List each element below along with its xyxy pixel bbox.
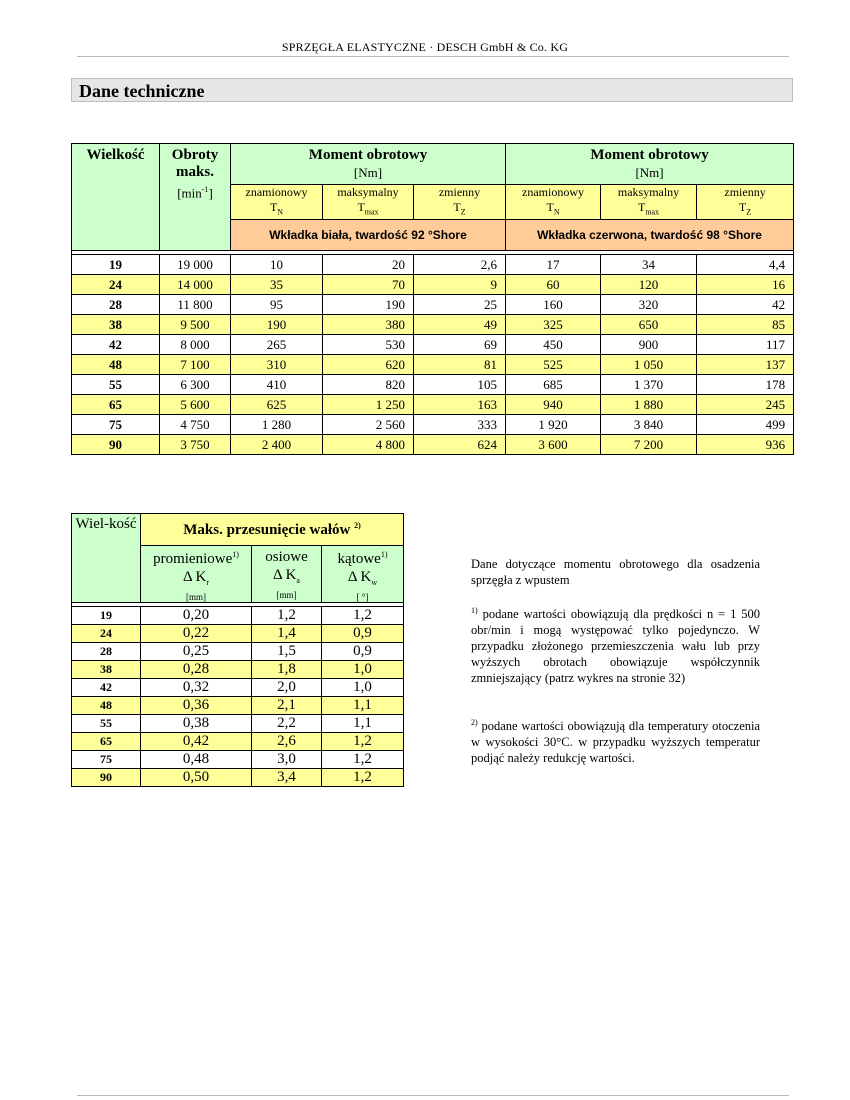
value-cell: 380 [323,315,414,335]
header-misalignment: Maks. przesunięcie wałów $^{2)}$ [141,514,404,546]
value-cell: 1,1 [322,715,404,733]
value-cell: 81 [414,355,506,375]
header-divider [77,56,789,57]
value-cell: 333 [414,415,506,435]
subheader-max: maksymalny $T_{max}$ [601,185,697,220]
value-cell: 650 [601,315,697,335]
size-cell: 48 [72,697,141,715]
value-cell: 245 [697,395,794,415]
size-cell: 28 [72,643,141,661]
value-cell: 450 [506,335,601,355]
value-cell: 120 [601,275,697,295]
value-cell: 2,0 [252,679,322,697]
value-cell: 16 [697,275,794,295]
value-cell: 117 [697,335,794,355]
value-cell: 7 100 [160,355,231,375]
size-cell: 90 [72,769,141,787]
value-cell: 1,8 [252,661,322,679]
size-cell: 65 [72,733,141,751]
value-cell: 9 500 [160,315,231,335]
value-cell: 936 [697,435,794,455]
header-speed-label: Obroty maks. [171,147,219,180]
table-row [72,751,404,769]
torque-table [71,143,794,455]
value-cell: 410 [231,375,323,395]
value-cell: 2,6 [252,733,322,751]
value-cell: 525 [506,355,601,375]
value-cell: 163 [414,395,506,415]
value-cell: 70 [323,275,414,295]
footnote-2: $^{2)}$ podane wartości obowiązują dla temperatury otoczenia w wysokości 30°C. w przypadku wyższych temperatur podjąć należy redukcję wartości. [471,718,761,766]
value-cell: 0,20 [141,607,252,625]
value-cell: 60 [506,275,601,295]
table-row [72,679,404,697]
footer-divider [77,1095,789,1096]
value-cell: 20 [323,255,414,275]
notes-intro: Dane dotyczące momentu obrotowego dla osadzenia sprzęgła z wpustem [471,557,760,587]
value-cell: 0,48 [141,751,252,769]
value-cell: 0,22 [141,625,252,643]
value-cell: 1,2 [322,733,404,751]
value-cell: 0,25 [141,643,252,661]
table-row [72,661,404,679]
size-cell: 19 [72,607,141,625]
value-cell: 4 750 [160,415,231,435]
value-cell: 3,0 [252,751,322,769]
value-cell: 190 [323,295,414,315]
value-cell: 625 [231,395,323,415]
value-cell: 85 [697,315,794,335]
value-cell: 3 840 [601,415,697,435]
value-cell: 1 280 [231,415,323,435]
subheader-max: maksymalny $T_{max}$ [323,185,414,220]
value-cell: 69 [414,335,506,355]
value-cell: 1,2 [322,607,404,625]
size-cell: 28 [72,295,160,315]
value-cell: 6 300 [160,375,231,395]
table-row [72,255,794,275]
value-cell: 499 [697,415,794,435]
value-cell: 0,32 [141,679,252,697]
value-cell: 42 [697,295,794,315]
table-row [72,715,404,733]
value-cell: 1,1 [322,697,404,715]
table-row [72,415,794,435]
value-cell: 17 [506,255,601,275]
subheader-nominal: znamionowy $T_N$ [231,185,323,220]
subheader-angular: kątowe$^{1)}$ Δ $K_w$ [ °] [322,546,404,603]
section-title: Dane techniczne [71,78,793,102]
value-cell: 0,50 [141,769,252,787]
value-cell: 1,2 [322,751,404,769]
footnote-1: $^{1)}$ podane wartości obowiązują dla prędkości n = 1 500 obr/min i mogą występować tylko pojedynczo. W przypadku złożonego przemieszczenia wału lub przy wyższych obrotach obowiązuje współczynnik zmniejszający (patrz wykres na stronie 32) [471,606,760,686]
size-cell: 55 [72,715,141,733]
header-torque-white: Moment obrotowy [Nm] [231,144,506,185]
value-cell: 820 [323,375,414,395]
value-cell: 178 [697,375,794,395]
size-cell: 42 [72,335,160,355]
size-cell: 75 [72,751,141,769]
page-header: SPRZĘGŁA ELASTYCZNE · DESCH GmbH & Co. KG [281,40,569,54]
value-cell: 0,36 [141,697,252,715]
value-cell: 49 [414,315,506,335]
table-row [72,315,794,335]
value-cell: 3 750 [160,435,231,455]
table-row [72,643,404,661]
value-cell: 320 [601,295,697,315]
value-cell: 685 [506,375,601,395]
value-cell: 265 [231,335,323,355]
value-cell: 1,4 [252,625,322,643]
torque-table-body [72,255,794,455]
value-cell: 0,28 [141,661,252,679]
value-cell: 25 [414,295,506,315]
value-cell: 1,2 [322,769,404,787]
misalignment-table-body [72,607,404,787]
table-row [72,295,794,315]
value-cell: 2 560 [323,415,414,435]
value-cell: 9 [414,275,506,295]
subheader-variable: zmienny $T_Z$ [414,185,506,220]
subheader-nominal: znamionowy $T_N$ [506,185,601,220]
size-cell: 75 [72,415,160,435]
table-row [72,607,404,625]
size-cell: 42 [72,679,141,697]
value-cell: 190 [231,315,323,335]
value-cell: 95 [231,295,323,315]
value-cell: 34 [601,255,697,275]
table-row [72,395,794,415]
value-cell: 35 [231,275,323,295]
table-row [72,733,404,751]
table-row [72,435,794,455]
value-cell: 10 [231,255,323,275]
value-cell: 1,2 [252,607,322,625]
value-cell: 1,0 [322,661,404,679]
value-cell: 0,9 [322,643,404,661]
size-cell: 65 [72,395,160,415]
value-cell: 1 920 [506,415,601,435]
size-cell: 24 [72,625,141,643]
value-cell: 3,4 [252,769,322,787]
value-cell: 1 250 [323,395,414,415]
table-row [72,355,794,375]
value-cell: 11 800 [160,295,231,315]
header-size: Wielkość [72,144,160,251]
table-row [72,697,404,715]
size-cell: 48 [72,355,160,375]
value-cell: 19 000 [160,255,231,275]
value-cell: 1 370 [601,375,697,395]
subheader-variable: zmienny $T_Z$ [697,185,794,220]
size-cell: 38 [72,315,160,335]
value-cell: 3 600 [506,435,601,455]
size-cell: 38 [72,661,141,679]
size-cell: 55 [72,375,160,395]
value-cell: 2,2 [252,715,322,733]
header-speed-unit: $[\min^{-1}]$ [177,185,213,201]
value-cell: 1,0 [322,679,404,697]
value-cell: 4 800 [323,435,414,455]
insert-red-label: Wkładka czerwona, twardość 98 °Shore [506,220,794,251]
value-cell: 14 000 [160,275,231,295]
value-cell: 1,5 [252,643,322,661]
size-cell: 90 [72,435,160,455]
value-cell: 5 600 [160,395,231,415]
insert-white-label: Wkładka biała, twardość 92 °Shore [231,220,506,251]
value-cell: 325 [506,315,601,335]
table-row [72,275,794,295]
table-row [72,625,404,643]
size-cell: 19 [72,255,160,275]
value-cell: 0,38 [141,715,252,733]
value-cell: 900 [601,335,697,355]
value-cell: 4,4 [697,255,794,275]
value-cell: 160 [506,295,601,315]
size-cell: 24 [72,275,160,295]
value-cell: 2,1 [252,697,322,715]
value-cell: 1 050 [601,355,697,375]
table-row [72,335,794,355]
header-torque-red: Moment obrotowy [Nm] [506,144,794,185]
value-cell: 0,42 [141,733,252,751]
subheader-radial: promieniowe$^{1)}$ Δ $K_r$ [mm] [141,546,252,603]
value-cell: 620 [323,355,414,375]
value-cell: 624 [414,435,506,455]
table-row [72,375,794,395]
value-cell: 105 [414,375,506,395]
value-cell: 530 [323,335,414,355]
value-cell: 8 000 [160,335,231,355]
subheader-axial: osiowe Δ $K_a$ [mm] [252,546,322,603]
value-cell: 310 [231,355,323,375]
value-cell: 2,6 [414,255,506,275]
value-cell: 137 [697,355,794,375]
value-cell: 2 400 [231,435,323,455]
header-speed [160,144,231,251]
header-size: Wiel-kość [72,514,141,603]
value-cell: 7 200 [601,435,697,455]
table-row [72,769,404,787]
value-cell: 0,9 [322,625,404,643]
misalignment-table [71,513,404,787]
value-cell: 1 880 [601,395,697,415]
value-cell: 940 [506,395,601,415]
